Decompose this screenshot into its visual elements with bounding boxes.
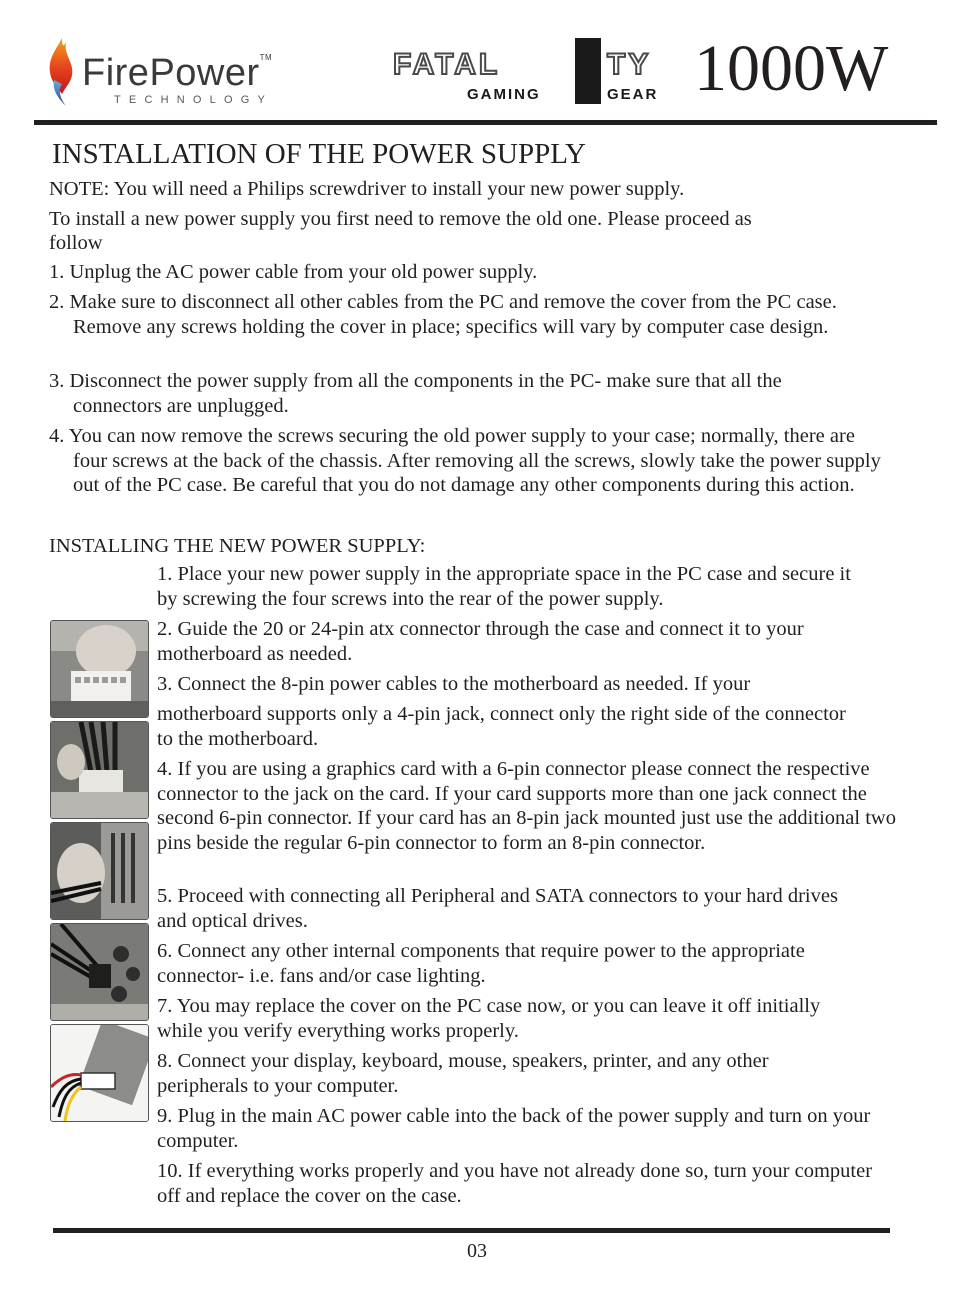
remove-step: 2. Make sure to disconnect all other cables from the PC and remove the cover from the PC case. Remove any screws holding the cover in place; specifics will vary by computer case design. (49, 291, 837, 338)
install-step: 8. Connect your display, keyboard, mouse, speakers, printer, and any other peripherals to your computer. (157, 1050, 769, 1097)
intro-line-2: follow (49, 232, 103, 254)
logo-word-gaming: GAMING (467, 86, 541, 103)
firepower-logo (44, 36, 304, 112)
note-text: NOTE: You will need a Philips screwdriver to install your new power supply. (49, 178, 685, 200)
install-step: 10. If everything works properly and you have not already done so, turn your computer off and replace the cover on the case. (157, 1160, 873, 1207)
install-step: 6. Connect any other internal components that require power to the appropriate connector- i.e. fans and/or case lighting. (157, 940, 805, 987)
brand-name: FirePower™ (82, 52, 273, 94)
photo-8pin-connector (50, 721, 149, 819)
remove-step: 4. You can now remove the screws securing the old power supply to your case; normally, there are four screws at the back of the chassis. After removing all the screws, slowly take the power supply out of the PC case. Be careful that you do not damage any other components during this action. (49, 425, 881, 496)
page-header (0, 0, 954, 125)
install-step: 9. Plug in the main AC power cable into the back of the power supply and turn on your computer. (157, 1105, 871, 1152)
brand-subtitle: TECHNOLOGY (114, 94, 274, 106)
photo-drive-connector (50, 1024, 149, 1122)
install-heading: INSTALLING THE NEW POWER SUPPLY: (49, 535, 426, 557)
photo-peripheral-connector (50, 923, 149, 1021)
logo-numeral-one (575, 38, 601, 104)
install-step: 3. Connect the 8-pin power cables to the motherboard as needed. If your (157, 673, 751, 695)
photo-atx-connector (50, 620, 149, 718)
logo-word-ty: TY (607, 48, 652, 81)
photo-graphics-card-connector (50, 822, 149, 920)
install-step: 2. Guide the 20 or 24-pin atx connector through the case and connect it to your motherboard as needed. (157, 618, 804, 665)
remove-step: 3. Disconnect the power supply from all the components in the PC- make sure that all the connectors are unplugged. (49, 370, 782, 417)
flame-icon (44, 36, 80, 108)
install-step: 1. Place your new power supply in the appropriate space in the PC case and secure it by screwing the four screws into the rear of the power supply. (157, 563, 851, 610)
page-number: 03 (467, 1240, 487, 1262)
footer-divider (53, 1228, 890, 1233)
logo-word-fatal: FATAL (393, 48, 501, 81)
install-step: motherboard supports only a 4-pin jack, connect only the right side of the connector to the motherboard. (157, 703, 846, 750)
intro-line-1: To install a new power supply you first need to remove the old one. Please proceed as (49, 208, 752, 230)
page-title: INSTALLATION OF THE POWER SUPPLY (52, 138, 586, 170)
install-step: 4. If you are using a graphics card with a 6-pin connector please connect the respective connector to the jack on the card. If your card supports more than one jack connect the second 6-pin connector. If your card has an 8-pin jack mounted just use the additional two pins beside the regular 6-pin connector to form an 8-pin connector. (157, 758, 896, 854)
remove-step: 1. Unplug the AC power cable from your old power supply. (49, 261, 538, 283)
model-title: 1000W (694, 32, 889, 105)
logo-word-gear: GEAR (607, 86, 659, 103)
fatal1ty-logo (393, 38, 685, 104)
header-divider (34, 120, 937, 125)
install-step: 5. Proceed with connecting all Peripheral and SATA connectors to your hard drives and optical drives. (157, 885, 838, 932)
install-step: 7. You may replace the cover on the PC case now, or you can leave it off initially while you verify everything works properly. (157, 995, 821, 1042)
